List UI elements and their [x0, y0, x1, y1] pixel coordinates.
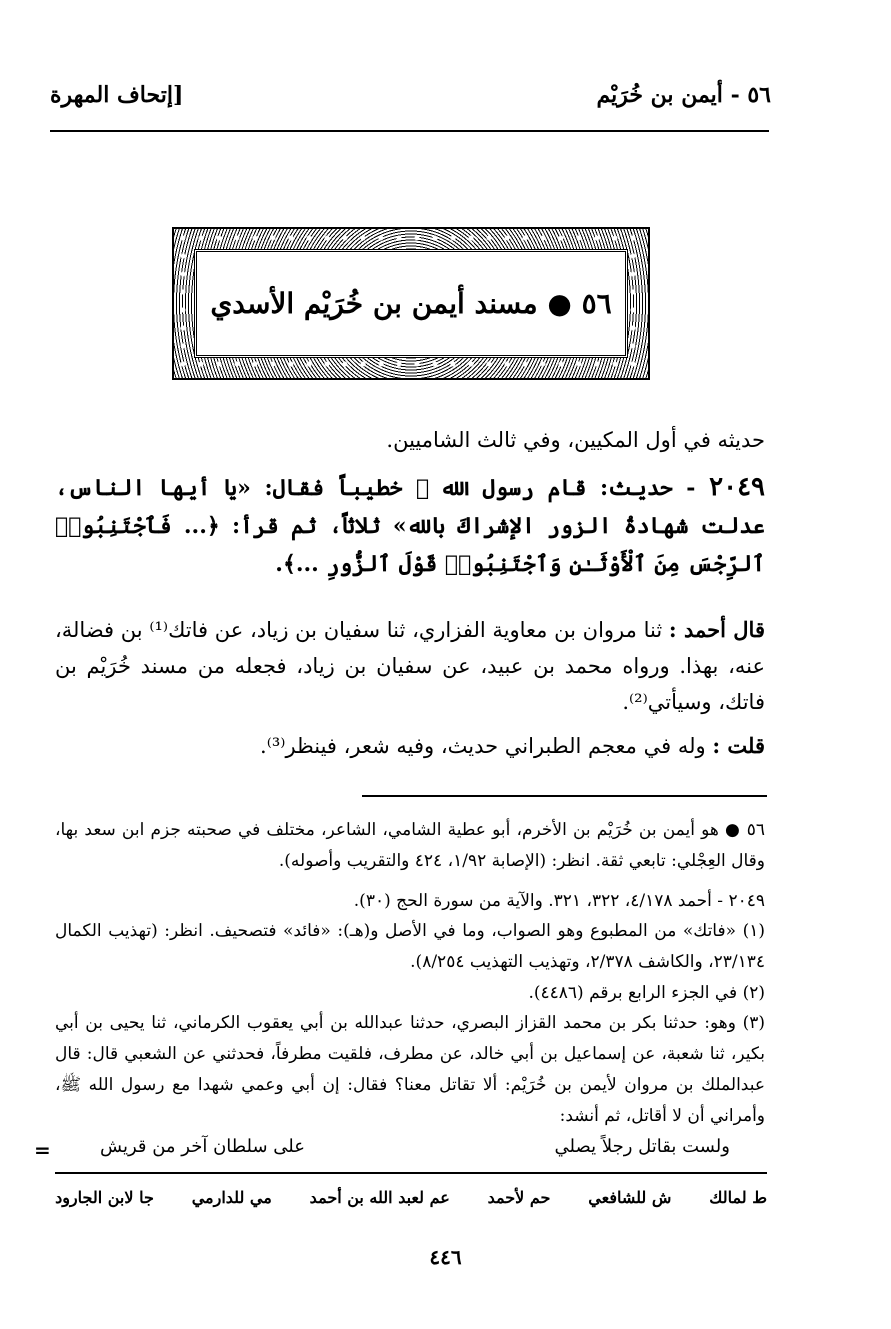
- siglum-item: ش للشافعي: [588, 1188, 672, 1207]
- ornamental-title-frame: [172, 227, 650, 380]
- header-rule: [50, 130, 769, 132]
- sigla-rule: [55, 1172, 767, 1174]
- sigla-legend: [55, 1188, 767, 1216]
- header-book-title: [إتحاف المهرة: [50, 82, 184, 108]
- footnote-2: (٢) في الجزء الرابع برقم (٤٤٨٦).: [528, 983, 765, 1003]
- intro-paragraph: حديثه في أول المكيين، وفي ثالث الشاميين.: [386, 428, 765, 452]
- hadith-paragraph: [55, 468, 765, 583]
- qult-text: وله في معجم الطبراني حديث، وفيه شعر، فينظر⁽³⁾.: [260, 734, 706, 758]
- poem-verse: [100, 1136, 730, 1166]
- siglum-item: مي للدارمي: [191, 1188, 272, 1207]
- title-box: [194, 249, 628, 358]
- hadith-number: ٢٠٤٩: [709, 472, 765, 502]
- ahmad-text: ثنا مروان بن معاوية الفزاري، ثنا سفيان بن زياد، عن فاتك⁽¹⁾ بن فضالة، عنه، بهذا. ورواه محمد بن عبيد، عن سفيان بن زياد، فجعله من مسند خُرَيْم بن فاتك، وسيأتي⁽²⁾.: [55, 618, 765, 714]
- qult-label: قلت :: [712, 733, 765, 758]
- page-number: ٤٤٦: [429, 1245, 462, 1269]
- footnote-3: (٣) وهو: حدثنا بكر بن محمد القزاز البصري، حدثنا عبدالله بن أبي يعقوب الكرماني، ثنا يحيى بن أبي بكير، ثنا شعبة، عن إسماعيل بن أبي خالد، عن مطرف، فلقيت مطرفاً، فحدثني عن الشعبي قال: قال عبدالملك بن مروان لأيمن بن خُرَيْم: ألا تقاتل معنا؟ فقال: إن أبي وعمي شهدا مع رسول الله ﷺ، وأمراني أن لا أقاتل، ثم أنشد:: [55, 1013, 765, 1126]
- footnote-1: (١) «فاتك» من المطبوع وهو الصواب، وما في الأصل و(هـ): «فائد» فتصحيف. انظر: (تهذيب الكمال ٢٣/١٣٤، والكاشف ٢/٣٧٨، وتهذيب التهذيب ٨/٢٥٤).: [55, 921, 765, 972]
- siglum-item: عم لعبد الله بن أحمد: [309, 1188, 450, 1207]
- siglum-item: ط لمالك: [709, 1188, 767, 1207]
- section-title: ٥٦ ● مسند أيمن بن خُرَيْم الأسدي: [210, 287, 612, 320]
- continuation-mark: =: [34, 1138, 51, 1162]
- qult-paragraph: [115, 728, 765, 764]
- siglum-item: حم لأحمد: [487, 1188, 551, 1207]
- running-header: [40, 82, 771, 116]
- footnote-hadith-source: ٢٠٤٩ - أحمد ٤/١٧٨، ٣٢٢، ٣٢١. والآية من سورة الحج (٣٠).: [353, 891, 765, 911]
- hadith-text: - حديث: قام رسول الله ﷺ خطيباً فقال: «يا أيها الناس، عدلت شهادةُ الزور الإشراكَ بالله» ثلاثاً، ثم قرأ: ﴿... فَٱجْتَنِبُوا۟ ٱلرِّجْسَ مِنَ ٱلْأَوْثَـٰنِ وَٱجْتَنِبُوا۟ قَوْلَ ٱلزُّورِ ...﴾.: [55, 475, 765, 577]
- ahmad-label: قال أحمد :: [668, 617, 765, 642]
- footnote-rule: [362, 795, 767, 797]
- verse-second-hemistich: على سلطان آخر من قريش: [100, 1136, 305, 1157]
- header-chapter: ٥٦ - أيمن بن خُرَيْم: [596, 82, 771, 108]
- siglum-item: جا لابن الجارود: [55, 1188, 154, 1207]
- ahmad-paragraph: [55, 612, 765, 720]
- verse-first-hemistich: ولست بقاتل رجلاً يصلي: [554, 1136, 730, 1157]
- footnote-biography: ٥٦ ● هو أيمن بن خُرَيْم بن الأخرم، أبو عطية الشامي، الشاعر، مختلف في صحبته جزم ابن سعد بها، وقال العِجْلي: تابعي ثقة. انظر: (الإصابة ١/٩٢، ٤٢٤ والتقريب وأصوله).: [55, 820, 765, 871]
